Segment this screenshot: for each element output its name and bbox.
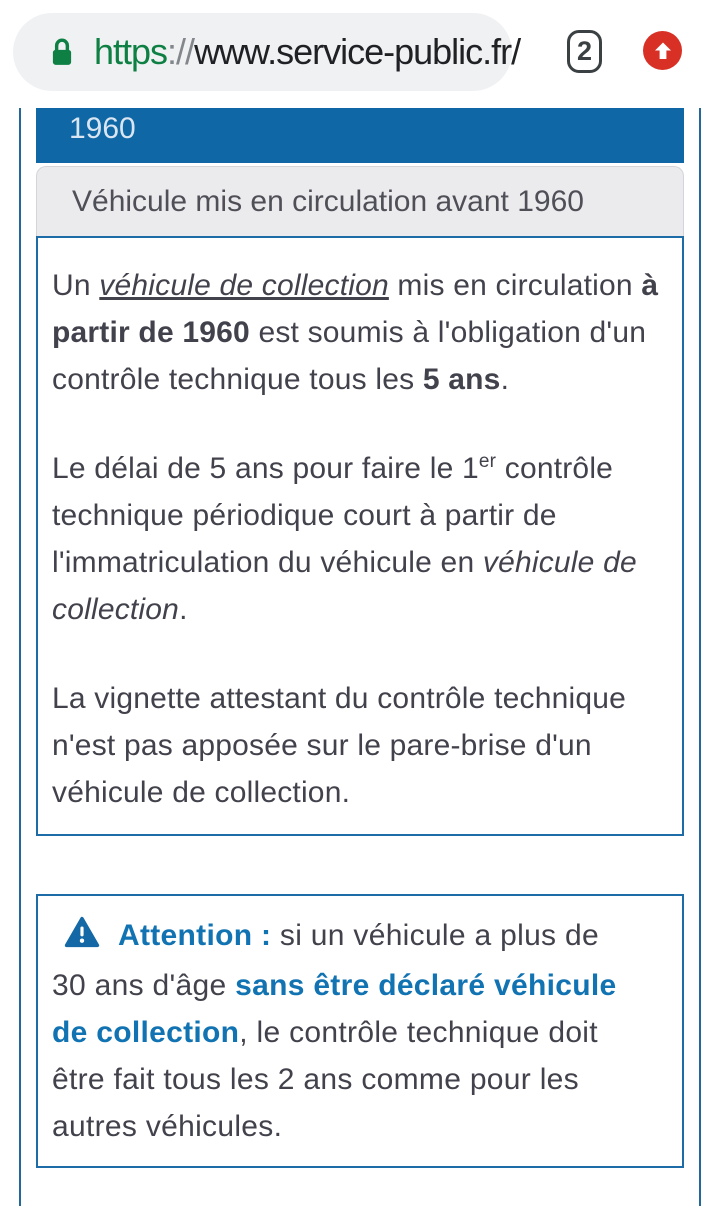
tab-active-partial[interactable]: [36, 108, 684, 163]
text-run: est soumis à l'obligation d'un contrôle technique tous les: [52, 316, 647, 396]
warning-label: Attention :: [118, 919, 272, 952]
text-run: si un véhicule a plus de 30 ans d'âge: [52, 919, 599, 1002]
tab-switcher-button[interactable]: [567, 30, 602, 73]
browser-chrome: [0, 0, 720, 96]
warning-triangle-icon: [64, 915, 100, 962]
chrome-update-button[interactable]: [643, 31, 682, 70]
tab-count: 2: [576, 36, 593, 66]
url-path-clipped: /: [511, 31, 521, 72]
url-bar[interactable]: [13, 13, 521, 91]
text-run: Le délai de 5 ans pour faire le 1: [52, 452, 479, 485]
text-run: .: [500, 363, 510, 396]
url-separator: ://: [167, 31, 195, 72]
text-run: .: [179, 593, 188, 626]
paragraph-2: [52, 445, 668, 633]
url-host: www.service-public.fr: [194, 31, 512, 72]
url-scheme: https: [94, 31, 168, 72]
tab-active-label: 1960: [69, 112, 136, 145]
text-run: La vignette attestant du contrôle technique n'est pas apposée sur le pare-brise d'un véhicule de collection.: [52, 682, 627, 809]
url-text: [94, 31, 520, 73]
definition-link-vehicule-de-collection[interactable]: véhicule de collection: [99, 269, 389, 302]
tab-inactive-label: Véhicule mis en circulation avant 1960: [72, 184, 584, 218]
up-arrow-icon: [651, 39, 675, 63]
lock-icon[interactable]: [49, 37, 75, 67]
text-run: contrôle technique périodique court à partir de l'immatriculation du véhicule en: [52, 452, 614, 579]
superscript-er: er: [478, 451, 497, 472]
text-run-bold: à partir de 1960: [52, 269, 659, 349]
text-run-italic: véhicule de collection: [52, 546, 637, 626]
paragraph-3: [52, 675, 668, 816]
tab-panel: [36, 236, 684, 836]
warning-paragraph: [52, 912, 640, 1150]
text-run: , le contrôle technique doit être fait tous les 2 ans comme pour les autres véhicules.: [52, 1016, 598, 1143]
text-run-bold: 5 ans: [422, 363, 501, 396]
warning-box: [36, 894, 684, 1168]
link-sans-etre-declare[interactable]: sans être déclaré véhicule de collection: [52, 969, 617, 1049]
paragraph-1: [52, 262, 668, 403]
text-run: Un: [52, 269, 100, 302]
tab-vehicule-avant-1960[interactable]: [36, 166, 684, 236]
tab-section-frame: [19, 108, 701, 1206]
text-run: mis en circulation: [388, 269, 642, 302]
